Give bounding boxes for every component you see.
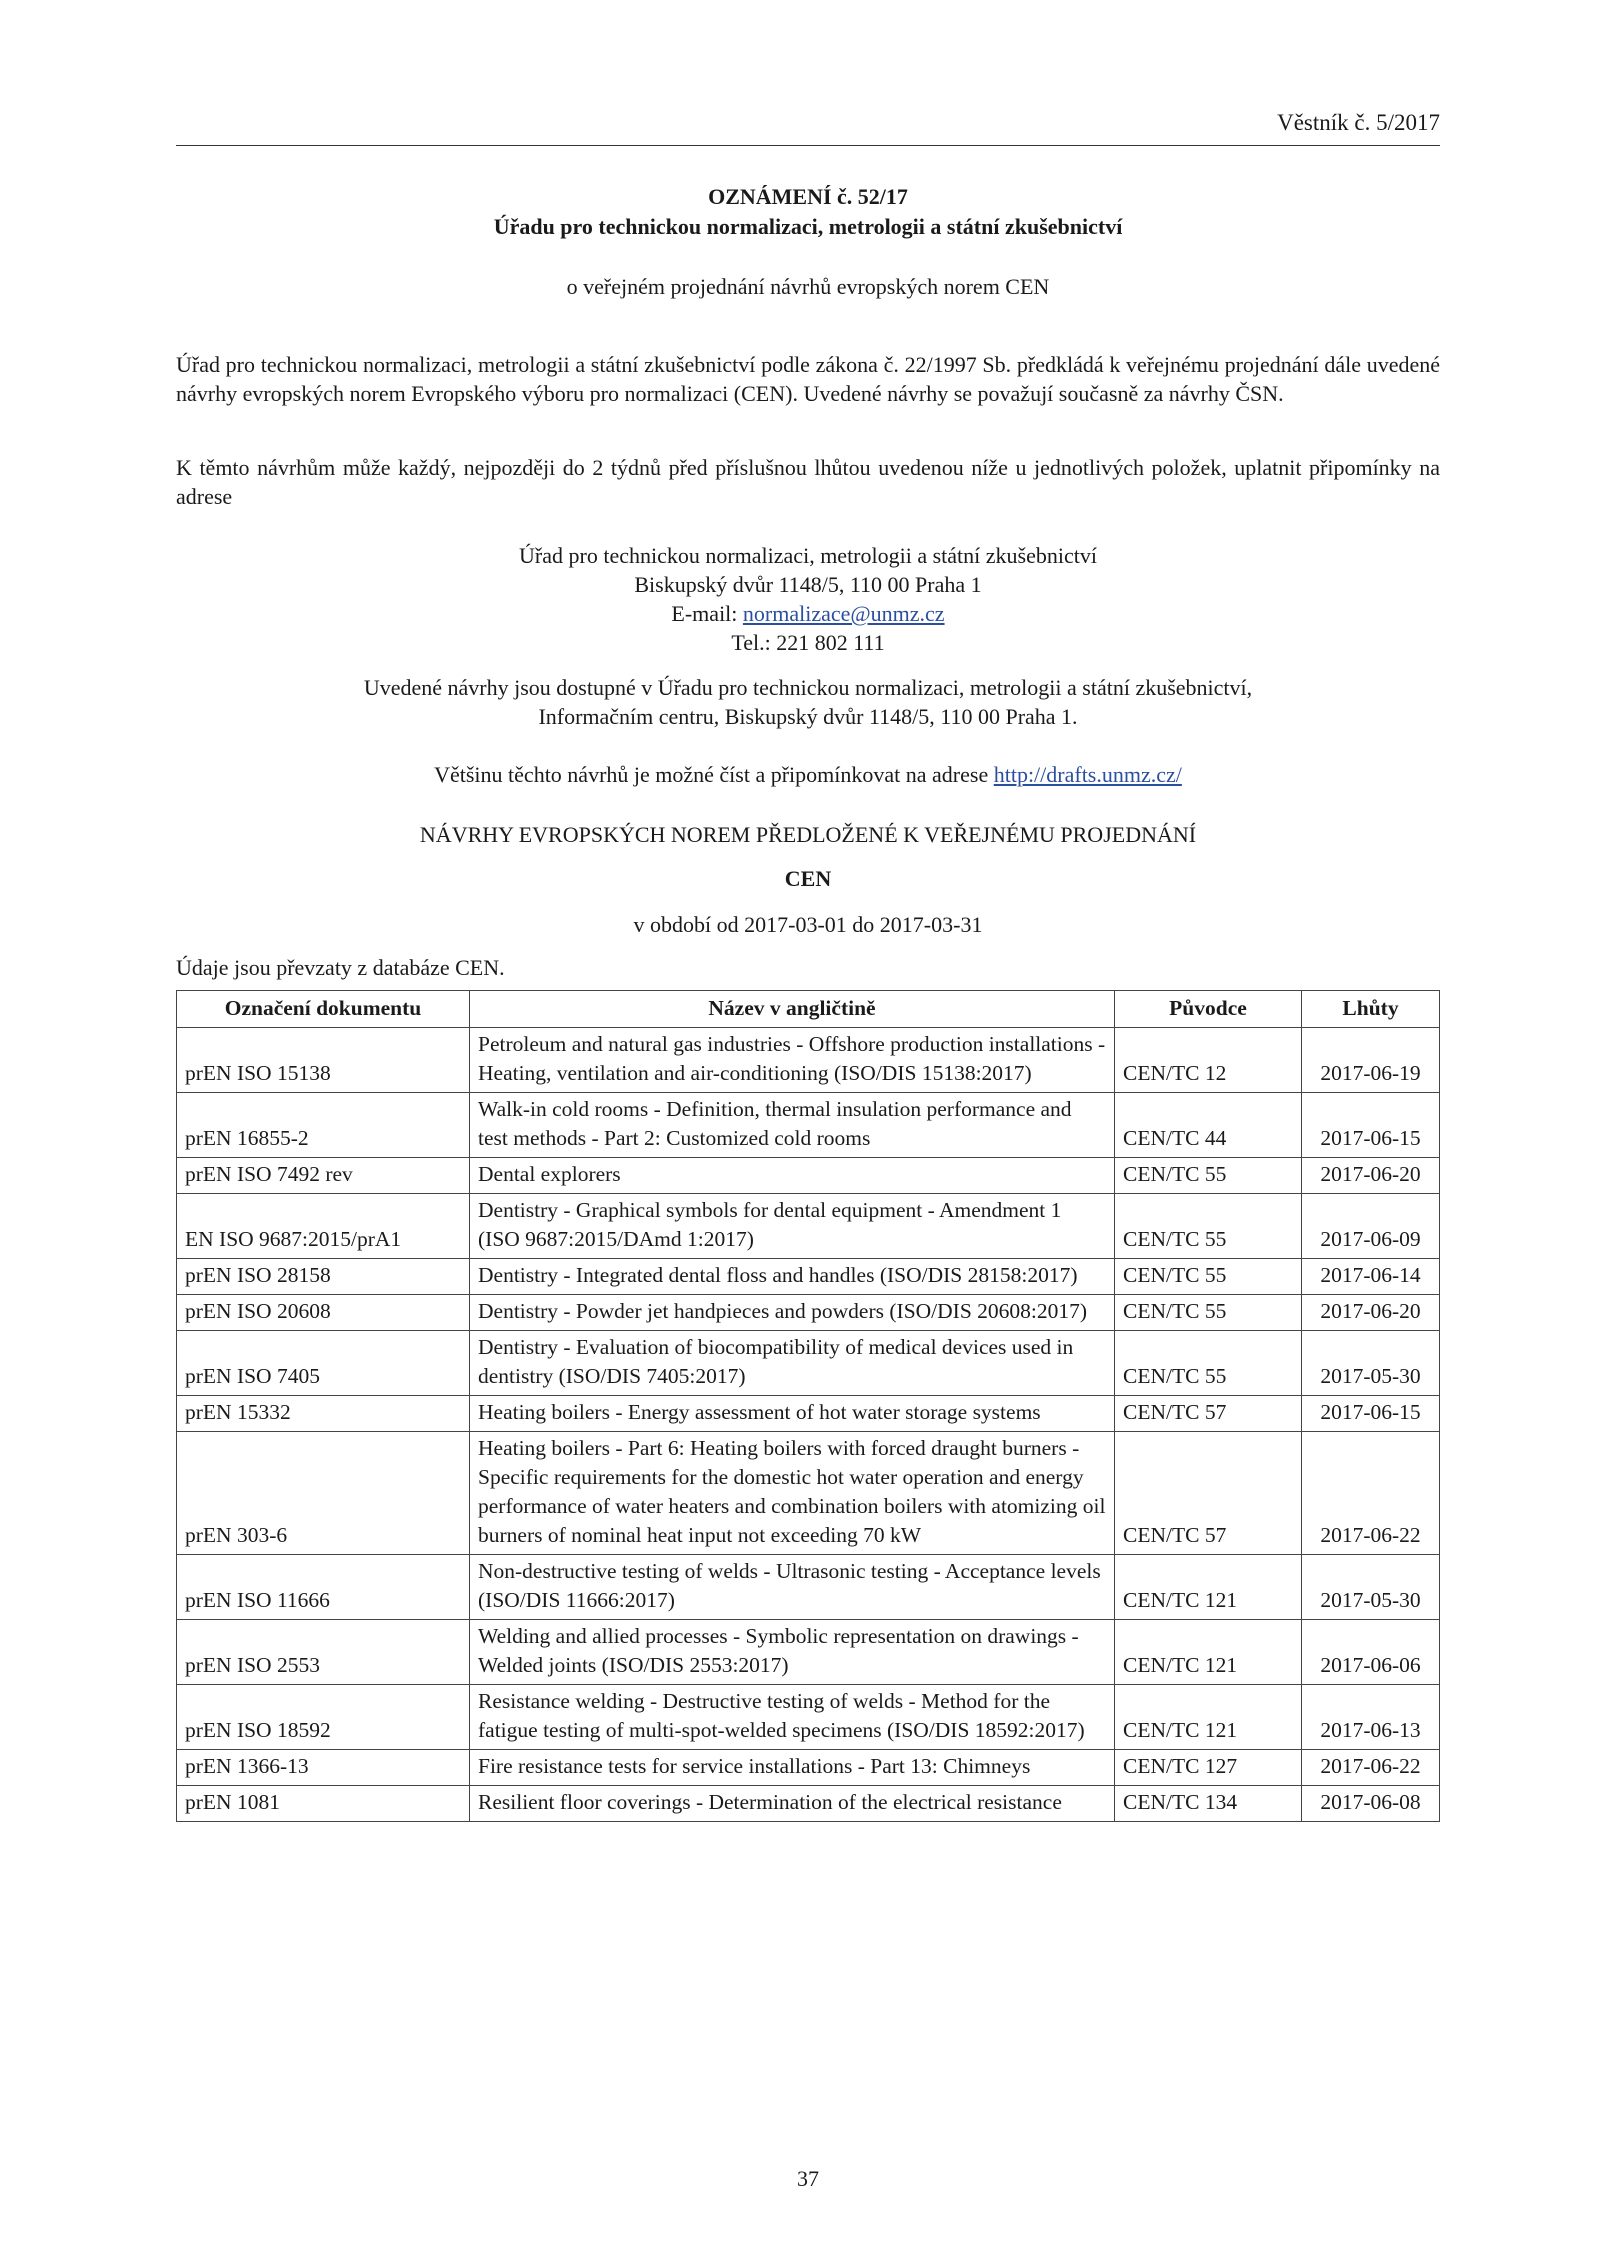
header-english-title: Název v angličtině: [470, 991, 1115, 1028]
originator: CEN/TC 121: [1115, 1620, 1302, 1685]
comments-paragraph: K těmto návrhům může každý, nejpozději do 2 týdnů před příslušnou lhůtou uvedenou níže u jednotlivých položek, uplatnit připomínky na adrese: [176, 455, 1440, 509]
table-row: [177, 1158, 1440, 1194]
document-id: prEN 16855-2: [177, 1093, 470, 1158]
deadline: 2017-06-14: [1302, 1259, 1440, 1295]
document-id: prEN 303-6: [177, 1432, 470, 1555]
deadline: 2017-06-13: [1302, 1685, 1440, 1750]
table-row: [177, 1432, 1440, 1555]
deadline: 2017-06-08: [1302, 1786, 1440, 1822]
address-name: Úřad pro technickou normalizaci, metrologii a státní zkušebnictví: [519, 543, 1097, 568]
originator: CEN/TC 121: [1115, 1555, 1302, 1620]
deadline: 2017-06-20: [1302, 1295, 1440, 1331]
english-title: Dentistry - Graphical symbols for dental equipment - Amendment 1 (ISO 9687:2015/DAmd 1:2017): [470, 1194, 1115, 1259]
document-id: prEN ISO 18592: [177, 1685, 470, 1750]
announcement-title-block: [176, 182, 1440, 242]
announcement-authority: Úřadu pro technickou normalizaci, metrologii a státní zkušebnictví: [493, 214, 1123, 239]
availability-line-2: Informačním centru, Biskupský dvůr 1148/5, 110 00 Praha 1.: [538, 704, 1078, 729]
originator: CEN/TC 55: [1115, 1331, 1302, 1396]
table-row: [177, 1620, 1440, 1685]
deadline: 2017-06-22: [1302, 1750, 1440, 1786]
document-id: prEN ISO 7492 rev: [177, 1158, 470, 1194]
deadline: 2017-06-20: [1302, 1158, 1440, 1194]
announcement-title: OZNÁMENÍ č. 52/17: [708, 184, 908, 209]
header-originator: Původce: [1115, 991, 1302, 1028]
drafts-text: Většinu těchto návrhů je možné číst a připomínkovat na adrese: [434, 762, 994, 787]
table-header-row: [177, 991, 1440, 1028]
originator: CEN/TC 55: [1115, 1194, 1302, 1259]
table-row: [177, 1194, 1440, 1259]
document-id: prEN ISO 20608: [177, 1295, 470, 1331]
english-title: Petroleum and natural gas industries - Offshore production installations - Heating, ventilation and air-conditioning (ISO/DIS 15138:2017): [470, 1028, 1115, 1093]
table-row: [177, 1685, 1440, 1750]
table-row: [177, 1786, 1440, 1822]
document-id: prEN ISO 7405: [177, 1331, 470, 1396]
deadline: 2017-06-15: [1302, 1396, 1440, 1432]
english-title: Resilient floor coverings - Determination of the electrical resistance: [470, 1786, 1115, 1822]
availability-block: [176, 673, 1440, 731]
availability-line-1: Uvedené návrhy jsou dostupné v Úřadu pro technickou normalizaci, metrologii a státní zkušebnictví,: [363, 675, 1253, 700]
document-id: prEN ISO 2553: [177, 1620, 470, 1685]
document-id: prEN ISO 11666: [177, 1555, 470, 1620]
english-title: Non-destructive testing of welds - Ultrasonic testing - Acceptance levels (ISO/DIS 11666:2017): [470, 1555, 1115, 1620]
header-rule: [176, 145, 1440, 146]
page-number: 37: [797, 2166, 819, 2191]
english-title: Fire resistance tests for service installations - Part 13: Chimneys: [470, 1750, 1115, 1786]
announcement-subject: o veřejném projednání návrhů evropských norem CEN: [566, 274, 1050, 299]
drafts-line: [176, 762, 1440, 788]
originator: CEN/TC 57: [1115, 1396, 1302, 1432]
deadline: 2017-06-22: [1302, 1432, 1440, 1555]
deadline: 2017-06-19: [1302, 1028, 1440, 1093]
deadline: 2017-06-06: [1302, 1620, 1440, 1685]
originator: CEN/TC 55: [1115, 1295, 1302, 1331]
table-row: [177, 1028, 1440, 1093]
header-document-id: Označení dokumentu: [177, 991, 470, 1028]
source-note: Údaje jsou převzaty z databáze CEN.: [176, 955, 505, 980]
header-deadline: Lhůty: [1302, 991, 1440, 1028]
originator: CEN/TC 55: [1115, 1158, 1302, 1194]
document-id: EN ISO 9687:2015/prA1: [177, 1194, 470, 1259]
table-row: [177, 1555, 1440, 1620]
section-heading: NÁVRHY EVROPSKÝCH NOREM PŘEDLOŽENÉ K VEŘEJNÉMU PROJEDNÁNÍ: [419, 822, 1197, 847]
deadline: 2017-05-30: [1302, 1555, 1440, 1620]
table-row: [177, 1093, 1440, 1158]
deadline: 2017-06-09: [1302, 1194, 1440, 1259]
table-row: [177, 1259, 1440, 1295]
document-id: prEN ISO 15138: [177, 1028, 470, 1093]
originator: CEN/TC 57: [1115, 1432, 1302, 1555]
originator: CEN/TC 12: [1115, 1028, 1302, 1093]
address-phone: Tel.: 221 802 111: [731, 630, 885, 655]
deadline: 2017-06-15: [1302, 1093, 1440, 1158]
english-title: Dentistry - Evaluation of biocompatibility of medical devices used in dentistry (ISO/DIS 7405:2017): [470, 1331, 1115, 1396]
documents-table: [176, 990, 1440, 1822]
english-title: Walk-in cold rooms - Definition, thermal insulation performance and test methods - Part 2: Customized cold rooms: [470, 1093, 1115, 1158]
english-title: Heating boilers - Energy assessment of hot water storage systems: [470, 1396, 1115, 1432]
originator: CEN/TC 134: [1115, 1786, 1302, 1822]
document-id: prEN 15332: [177, 1396, 470, 1432]
english-title: Welding and allied processes - Symbolic representation on drawings - Welded joints (ISO/DIS 2553:2017): [470, 1620, 1115, 1685]
table-row: [177, 1331, 1440, 1396]
table-row: [177, 1295, 1440, 1331]
drafts-link[interactable]: http://drafts.unmz.cz/: [993, 762, 1182, 787]
document-id: prEN ISO 28158: [177, 1259, 470, 1295]
intro-paragraph: Úřad pro technickou normalizaci, metrologii a státní zkušebnictví podle zákona č. 22/1997 Sb. předkládá k veřejnému projednání dále uvedené návrhy evropských norem Evropského výboru pro normalizaci (CEN). Uvedené návrhy se považují současně za návrhy ČSN.: [176, 352, 1440, 406]
address-street: Biskupský dvůr 1148/5, 110 00 Praha 1: [634, 572, 982, 597]
english-title: Dental explorers: [470, 1158, 1115, 1194]
document-id: prEN 1366-13: [177, 1750, 470, 1786]
address-email-line: [176, 599, 1440, 628]
english-title: Dentistry - Integrated dental floss and handles (ISO/DIS 28158:2017): [470, 1259, 1115, 1295]
section-org: CEN: [784, 866, 832, 891]
deadline: 2017-05-30: [1302, 1331, 1440, 1396]
section-period: v období od 2017-03-01 do 2017-03-31: [633, 912, 983, 937]
originator: CEN/TC 121: [1115, 1685, 1302, 1750]
table-row: [177, 1396, 1440, 1432]
table-row: [177, 1750, 1440, 1786]
originator: CEN/TC 44: [1115, 1093, 1302, 1158]
address-block: [176, 541, 1440, 657]
email-label: E-mail:: [671, 601, 743, 626]
english-title: Resistance welding - Destructive testing of welds - Method for the fatigue testing of multi-spot-welded specimens (ISO/DIS 18592:2017): [470, 1685, 1115, 1750]
english-title: Heating boilers - Part 6: Heating boilers with forced draught burners - Specific requirements for the domestic hot water operation and energy performance of water heaters and combination boilers with atomizing oil burners of nominal heat input not exceeding 70 kW: [470, 1432, 1115, 1555]
originator: CEN/TC 55: [1115, 1259, 1302, 1295]
english-title: Dentistry - Powder jet handpieces and powders (ISO/DIS 20608:2017): [470, 1295, 1115, 1331]
email-link[interactable]: normalizace@unmz.cz: [742, 601, 945, 626]
document-id: prEN 1081: [177, 1786, 470, 1822]
running-head: Věstník č. 5/2017: [1277, 110, 1440, 135]
originator: CEN/TC 127: [1115, 1750, 1302, 1786]
